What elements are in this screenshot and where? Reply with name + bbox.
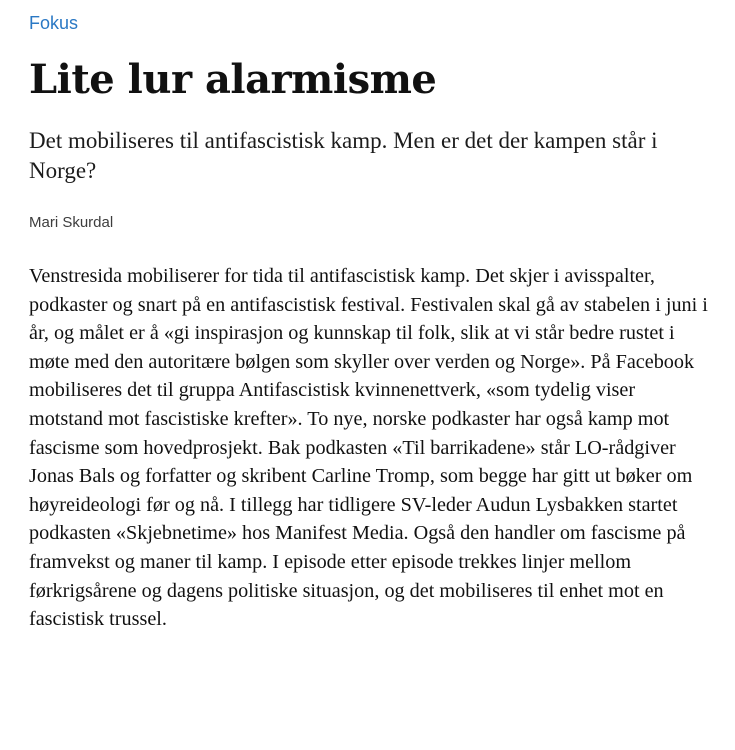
article-body: Venstresida mobiliserer for tida til antifascistisk kamp. Det skjer i avisspalter, podkaster og snart på en antifascistisk festival. Festivalen skal gå av stabelen i juni i år, og målet er å «gi inspirasjon og kunnskap til folk, slik at vi står bedre rustet i møte med den autoritære bølgen som skyller over verden og Norge». På Facebook mobiliseres det til gruppa Antifascistisk kvinnenettverk, «som tydelig viser motstand mot fascistiske krefter». To nye, norske podkaster har også kamp mot fascisme som hovedprosjekt. Bak podkasten «Til barrikadene» står LO-rådgiver Jonas Bals og forfatter og skribent Carline Tromp, som begge har gitt ut bøker om høyreideologi før og nå. I tillegg har tidligere SV-leder Audun Lysbakken startet podkasten «Skjebnetime» hos Manifest Media. Også den handler om fascisme på framvekst og maner til kamp. I episode etter episode trekkes linjer mellom førkrigsårene og dagens politiske situasjon, og det mobiliseres til enhet mot en fascistisk trussel.: [29, 265, 708, 631]
article-title: Lite lur alarmisme: [29, 56, 437, 103]
article-lead: Det mobiliseres til antifascistisk kamp. Men er det der kampen står i Norge?: [29, 128, 658, 183]
section-link-fokus[interactable]: Fokus: [29, 13, 79, 33]
author-byline[interactable]: Mari Skurdal: [29, 214, 114, 231]
